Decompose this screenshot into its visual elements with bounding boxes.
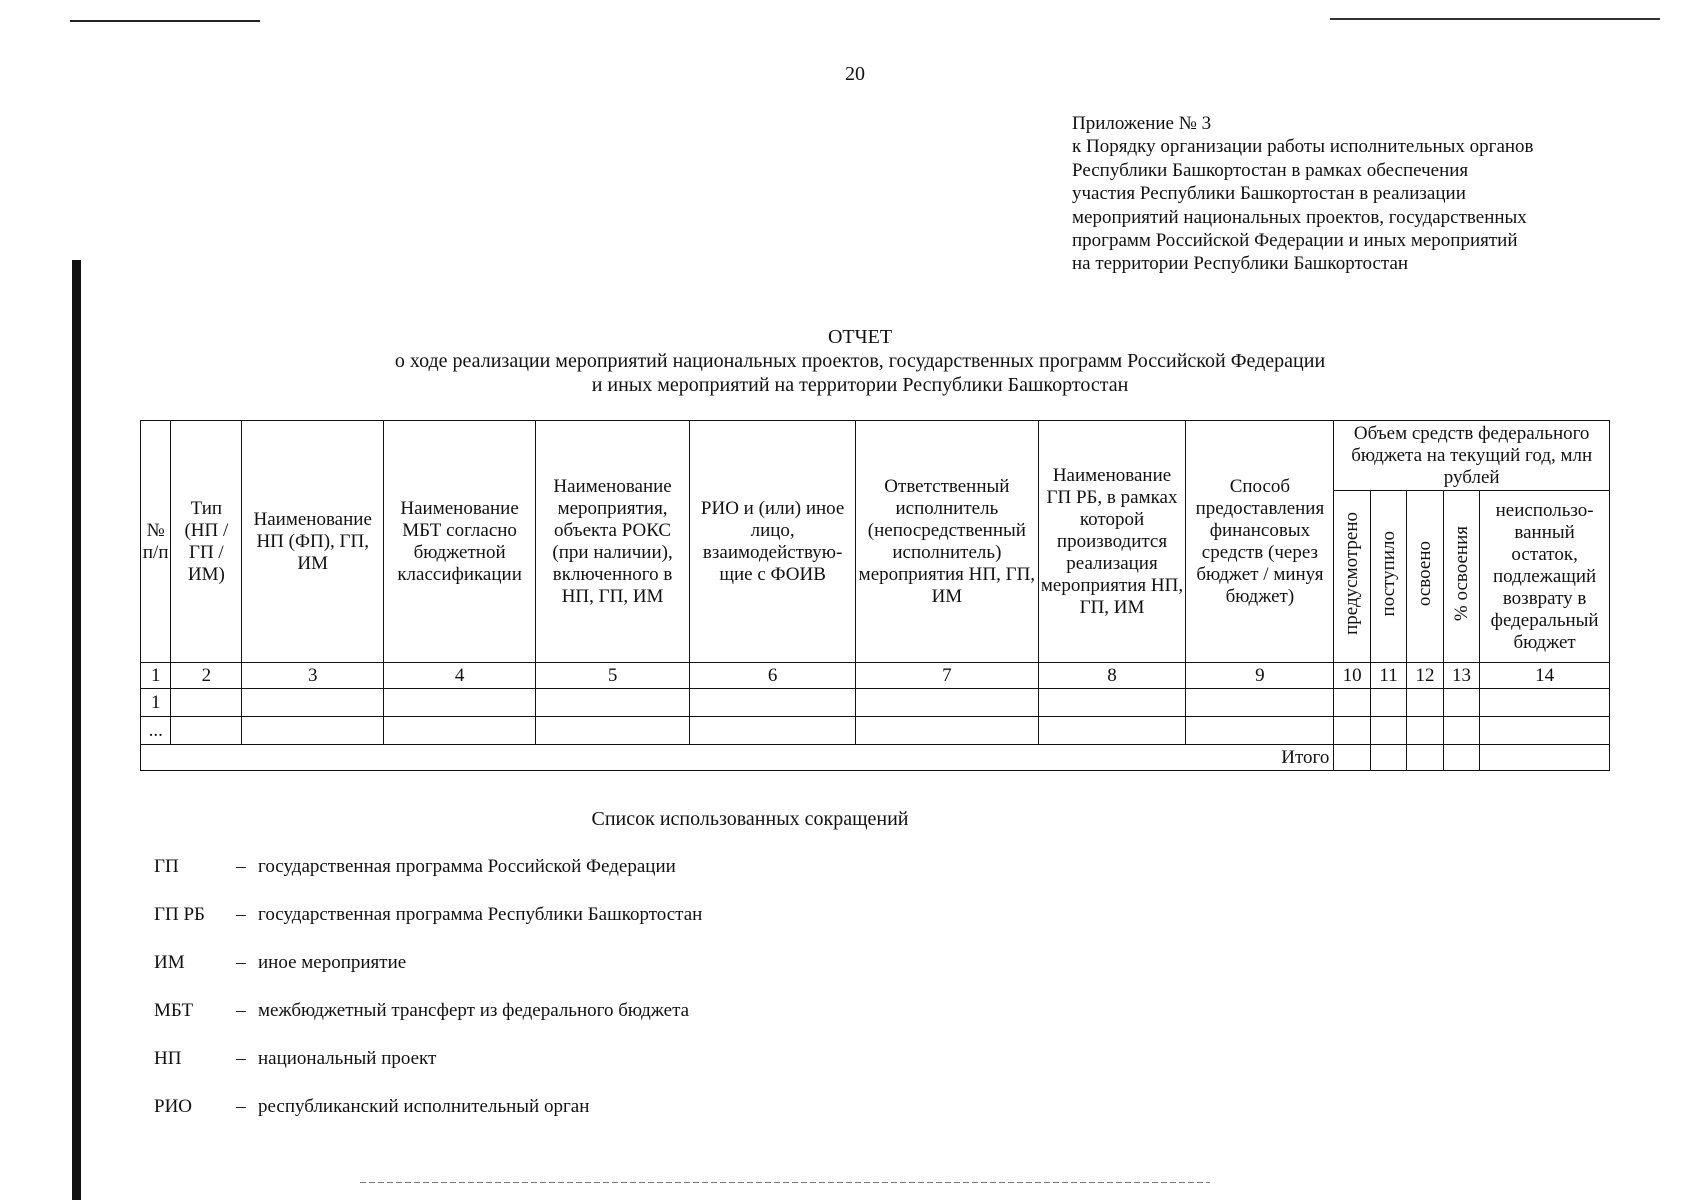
table-cell: ...	[141, 717, 171, 745]
appendix-line: на территории Республики Башкортостан	[1072, 253, 1409, 275]
column-number-row	[141, 663, 1610, 689]
appendix-line: участия Республики Башкортостан в реализации	[1072, 183, 1466, 205]
table-cell	[1480, 689, 1610, 717]
table-cell	[856, 689, 1038, 717]
header-cell: неиспользо-ванный остаток, подлежащий возврату в федеральный бюджет	[1480, 491, 1610, 663]
column-number-cell: 9	[1186, 663, 1334, 689]
table-row	[141, 689, 1610, 717]
report-subtitle-line: и иных мероприятий на территории Республики Башкортостан	[591, 374, 1129, 396]
abbreviation-item	[154, 1096, 702, 1144]
column-number-cell: 2	[171, 663, 242, 689]
column-number-cell: 7	[856, 663, 1038, 689]
scan-border-line	[70, 20, 260, 22]
abbreviation-definition: государственная программа Республики Башкортостан	[258, 904, 703, 925]
total-cell	[1480, 745, 1610, 771]
table-cell	[536, 717, 690, 745]
scan-border-line	[1330, 18, 1660, 20]
table-cell	[384, 689, 536, 717]
header-cell: РИО и (или) иное лицо, взаимодействую-щие с ФОИВ	[690, 421, 856, 663]
header-cell: Наименование мероприятия, объекта РОКС (при наличии), включенного в НП, ГП, ИМ	[536, 421, 690, 663]
total-cell	[1407, 745, 1443, 771]
abbreviation-dash: –	[236, 856, 246, 877]
appendix-line: Приложение № 3	[1072, 113, 1212, 134]
appendix-line: мероприятий национальных проектов, государственных	[1072, 206, 1527, 228]
table-cell	[1480, 717, 1610, 745]
abbreviation-definition: государственная программа Российской Федерации	[258, 856, 676, 877]
column-number-cell: 14	[1480, 663, 1610, 689]
abbreviation-term: РИО	[154, 1096, 193, 1117]
abbreviations-title: Список использованных сокращений	[591, 808, 909, 830]
table-cell	[1370, 717, 1406, 745]
abbreviation-item	[154, 1048, 702, 1096]
abbreviation-definition: иное мероприятие	[258, 952, 407, 973]
appendix-block	[1072, 112, 1632, 276]
scan-border-line	[360, 1182, 1210, 1183]
column-number-cell: 1	[141, 663, 171, 689]
table-cell	[242, 717, 384, 745]
header-cell	[1443, 491, 1479, 663]
table-cell	[171, 717, 242, 745]
abbreviations-list	[154, 856, 702, 1144]
vertical-header-label: освоено	[1414, 540, 1436, 607]
table-cell: 1	[141, 689, 171, 717]
header-cell	[1334, 491, 1370, 663]
column-number-cell: 10	[1334, 663, 1370, 689]
header-cell: Наименование ГП РБ, в рамках которой производится реализация мероприятия НП, ГП, ИМ	[1038, 421, 1186, 663]
table-cell	[242, 689, 384, 717]
table-cell	[171, 689, 242, 717]
column-number-cell: 6	[690, 663, 856, 689]
report-heading	[300, 325, 1420, 397]
column-number-cell: 5	[536, 663, 690, 689]
table-cell	[1443, 717, 1479, 745]
total-cell	[1443, 745, 1479, 771]
table-cell	[1038, 717, 1186, 745]
appendix-line: к Порядку организации работы исполнительных органов	[1072, 136, 1534, 158]
total-row	[141, 745, 1610, 771]
table-cell	[690, 689, 856, 717]
vertical-header-label: предусмотрено	[1341, 512, 1363, 635]
abbreviation-dash: –	[236, 952, 246, 973]
column-number-cell: 4	[384, 663, 536, 689]
abbreviation-definition: межбюджетный трансферт из федерального бюджета	[258, 1000, 690, 1021]
appendix-line: Республики Башкортостан в рамках обеспечения	[1072, 159, 1469, 181]
column-number-cell: 13	[1443, 663, 1479, 689]
report-table	[140, 420, 1610, 771]
table-cell	[1443, 689, 1479, 717]
report-title: ОТЧЕТ	[827, 326, 893, 348]
header-cell: Наименование МБТ согласно бюджетной классификации	[384, 421, 536, 663]
table-cell	[1334, 689, 1370, 717]
header-cell: Способ предоставления финансовых средств (через бюджет / минуя бюджет)	[1186, 421, 1334, 663]
table-cell	[1407, 717, 1443, 745]
column-number-cell: 12	[1407, 663, 1443, 689]
abbreviation-dash: –	[236, 904, 246, 925]
abbreviation-term: ГП	[154, 856, 179, 877]
abbreviation-item	[154, 856, 702, 904]
header-cell	[1407, 491, 1443, 663]
report-subtitle-line: о ходе реализации мероприятий национальных проектов, государственных программ Российской Федерации	[394, 350, 1326, 372]
table-cell	[384, 717, 536, 745]
column-number-cell: 3	[242, 663, 384, 689]
abbreviation-item	[154, 904, 702, 952]
abbreviation-definition: национальный проект	[258, 1048, 437, 1069]
table-cell	[856, 717, 1038, 745]
abbreviation-term: ГП РБ	[154, 904, 205, 925]
total-label: Итого	[141, 745, 1334, 771]
table-cell	[1407, 689, 1443, 717]
abbreviation-dash: –	[236, 1048, 246, 1069]
abbreviation-item	[154, 1000, 702, 1048]
abbreviation-dash: –	[236, 1000, 246, 1021]
abbreviation-dash: –	[236, 1096, 246, 1117]
table-cell	[690, 717, 856, 745]
header-cell	[1370, 491, 1406, 663]
abbreviation-term: ИМ	[154, 952, 185, 973]
table-cell	[1186, 689, 1334, 717]
table-cell	[536, 689, 690, 717]
total-cell	[1334, 745, 1370, 771]
column-number-cell: 8	[1038, 663, 1186, 689]
abbreviation-term: МБТ	[154, 1000, 194, 1021]
vertical-header-label: поступило	[1377, 530, 1399, 617]
table-cell	[1370, 689, 1406, 717]
header-cell: Наименование НП (ФП), ГП, ИМ	[242, 421, 384, 663]
table-row	[141, 717, 1610, 745]
abbreviation-term: НП	[154, 1048, 182, 1069]
scan-edge-shadow	[72, 260, 81, 1200]
page-number: 20	[845, 63, 865, 85]
table-cell	[1334, 717, 1370, 745]
header-cell: Ответственный исполнитель (непосредственный исполнитель) мероприятия НП, ГП, ИМ	[856, 421, 1038, 663]
header-group-cell: Объем средств федерального бюджета на текущий год, млн рублей	[1334, 421, 1610, 491]
column-number-cell: 11	[1370, 663, 1406, 689]
total-cell	[1370, 745, 1406, 771]
header-cell: Тип (НП / ГП / ИМ)	[171, 421, 242, 663]
table-cell	[1038, 689, 1186, 717]
table-cell	[1186, 717, 1334, 745]
abbreviation-item	[154, 952, 702, 1000]
header-row	[141, 421, 1610, 491]
appendix-line: программ Российской Федерации и иных мероприятий	[1072, 230, 1518, 252]
abbreviation-definition: республиканский исполнительный орган	[258, 1096, 590, 1117]
vertical-header-label: % освоения	[1450, 525, 1472, 622]
header-cell: № п/п	[141, 421, 171, 663]
